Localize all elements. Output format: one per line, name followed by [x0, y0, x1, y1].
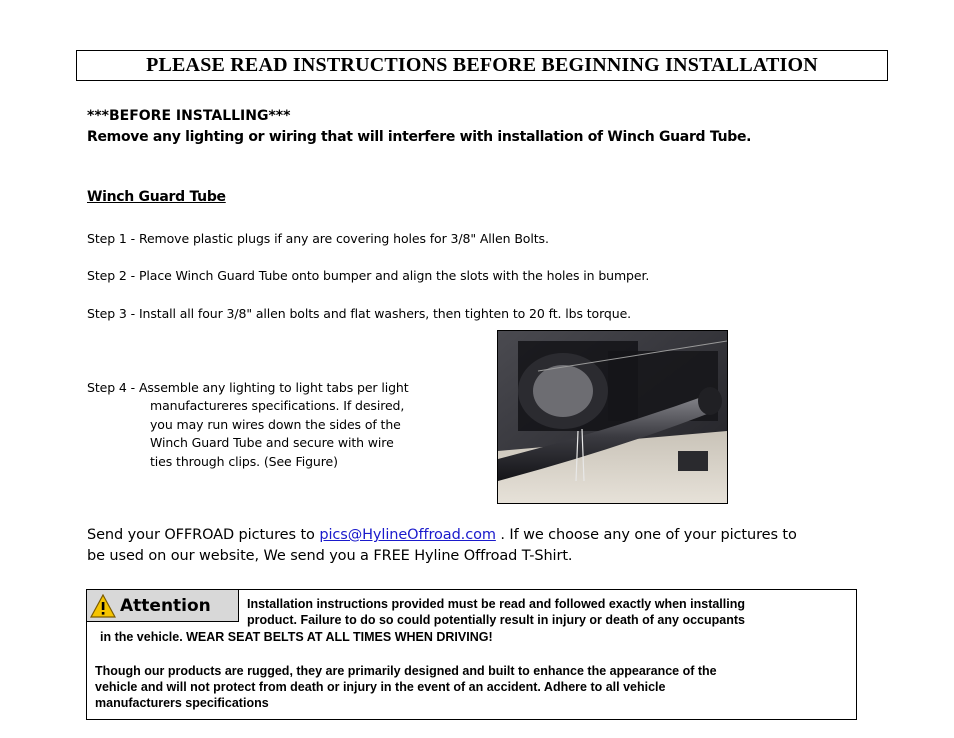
winch-guard-photo — [498, 331, 727, 503]
page-title: PLEASE READ INSTRUCTIONS BEFORE BEGINNING INSTALLATION — [146, 54, 818, 76]
step-2: Step 2 - Place Winch Guard Tube onto bumper and align the slots with the holes in bumper. — [87, 268, 650, 283]
header-box — [76, 50, 888, 81]
send-prefix: Send your OFFROAD pictures to — [87, 527, 320, 543]
section-heading: Winch Guard Tube — [87, 189, 226, 205]
send-pictures-line-1 — [87, 527, 797, 543]
send-pictures-line-2: be used on our website, We send you a FREE Hyline Offroad T-Shirt. — [87, 548, 573, 564]
step-3: Step 3 - Install all four 3/8" allen bolts and flat washers, then tighten to 20 ft. lbs torque. — [87, 306, 632, 321]
step-4-line-3: you may run wires down the sides of the — [150, 417, 401, 432]
before-installing-text: Remove any lighting or wiring that will interfere with installation of Winch Guard Tube. — [87, 129, 752, 145]
attention-line-1: Installation instructions provided must be read and followed exactly when installing — [247, 597, 745, 611]
step-4-line-1: Step 4 - Assemble any lighting to light tabs per light — [87, 380, 409, 395]
attention-line-3: in the vehicle. WEAR SEAT BELTS AT ALL TIMES WHEN DRIVING! — [100, 630, 493, 644]
attention-label: Attention — [120, 595, 211, 616]
step-4-line-4: Winch Guard Tube and secure with wire — [150, 435, 394, 450]
step-4-line-5: ties through clips. (See Figure) — [150, 454, 338, 469]
before-installing-heading: ***BEFORE INSTALLING*** — [87, 108, 291, 124]
warning-icon — [90, 594, 116, 618]
email-link[interactable]: pics@HylineOffroad.com — [319, 527, 496, 543]
attention-para2-line-2: vehicle and will not protect from death or injury in the event of an accident. Adhere to all vehicle — [95, 680, 666, 694]
attention-badge — [86, 589, 239, 622]
attention-para2-line-3: manufacturers specifications — [95, 696, 269, 710]
step-4-line-2: manufactureres specifications. If desired, — [150, 398, 405, 413]
attention-para2-line-1: Though our products are rugged, they are primarily designed and built to enhance the appearance of the — [95, 664, 717, 678]
attention-line-2: product. Failure to do so could potentially result in injury or death of any occupants — [247, 613, 745, 627]
step-1: Step 1 - Remove plastic plugs if any are covering holes for 3/8" Allen Bolts. — [87, 231, 549, 246]
figure-photo — [497, 330, 728, 504]
send-suffix: . If we choose any one of your pictures to — [495, 527, 797, 543]
